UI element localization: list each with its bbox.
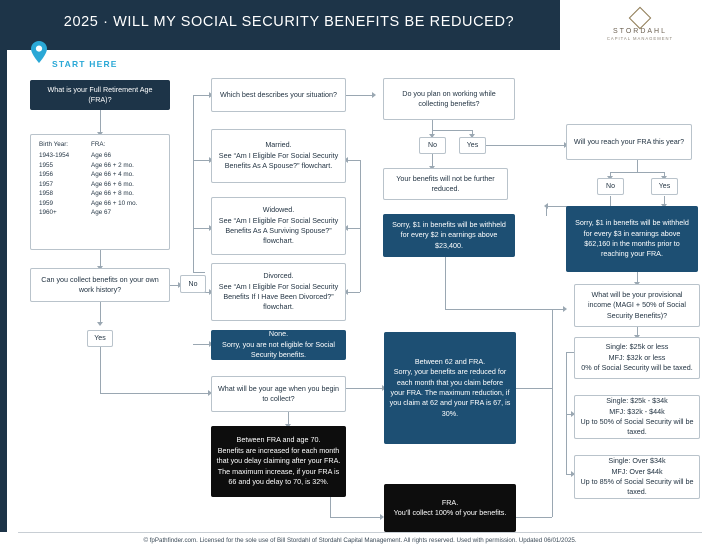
node-withheld-2to1[interactable]: Sorry, $1 in benefits will be withheld for every $2 in earnings above $23,400. <box>383 214 515 257</box>
connector <box>346 292 360 293</box>
fra-row-age: Age 67 <box>91 209 111 217</box>
footer-divider <box>18 532 702 533</box>
connector <box>100 347 101 393</box>
fra-row-year: 1960+ <box>39 209 57 217</box>
connector-arrow <box>97 322 103 326</box>
connector <box>637 160 638 172</box>
connector <box>445 257 446 309</box>
map-pin-icon <box>30 40 48 64</box>
node-age-begin-collect[interactable]: What will be your age when you begin to collect? <box>211 376 346 412</box>
node-between-62-fra[interactable]: Between 62 and FRA. Sorry, your benefits are reduced for each month that you claim before your FRA. The maximum reduction, if you claim at 62 and your FRA is 67, is 30%. <box>384 332 516 444</box>
fra-row-year: 1959 <box>39 199 54 207</box>
pill-yes-work-history[interactable]: Yes <box>87 330 113 347</box>
connector <box>566 352 574 353</box>
fra-row-year: 1956 <box>39 171 54 179</box>
fra-row-age: Age 66 + 10 mo. <box>91 199 138 207</box>
left-accent-bar <box>0 50 7 532</box>
node-fra-100[interactable]: FRA. You’ll collect 100% of your benefits. <box>384 484 516 532</box>
connector <box>100 110 101 134</box>
node-magi-tier-3[interactable]: Single: Over $34k MFJ: Over $44k Up to 85% of Social Security will be taxed. <box>574 455 700 499</box>
connector <box>330 497 331 517</box>
pill-yes-reach-fra[interactable]: Yes <box>651 178 678 195</box>
node-magi-tier-2[interactable]: Single: $25k - $34k MFJ: $32k - $44k Up to 50% of Social Security will be taxed. <box>574 395 700 439</box>
connector <box>486 145 566 146</box>
connector <box>610 172 664 173</box>
page-title: 2025 · WILL MY SOCIAL SECURITY BENEFITS BE REDUCED? <box>63 14 515 30</box>
fra-row-age: Age 66 + 8 mo. <box>91 190 134 198</box>
node-none-not-eligible[interactable]: None. Sorry, you are not eligible for Social Security benefits. <box>211 330 346 360</box>
brand-name: STORDAHL <box>613 27 667 35</box>
node-widowed[interactable]: Widowed. See “Am I Eligible For Social Security Benefits As A Surviving Spouse?” flowchart. <box>211 197 346 255</box>
start-here-label: START HERE <box>52 59 118 69</box>
fra-row-year: 1943-1954 <box>39 152 70 160</box>
fra-table-col1-header: Birth Year: <box>39 141 69 148</box>
connector <box>552 309 553 388</box>
connector <box>193 272 205 273</box>
node-reach-fra[interactable]: Will you reach your FRA this year? <box>566 124 692 160</box>
connector <box>193 95 194 272</box>
fra-row-year: 1955 <box>39 161 54 169</box>
connector <box>432 130 472 131</box>
node-withheld-3to1[interactable]: Sorry, $1 in benefits will be withheld for every $3 in earnings above $62,160 in the months prior to reaching your FRA. <box>566 206 698 272</box>
fra-row-age: Age 66 + 4 mo. <box>91 171 134 179</box>
pill-no-work-history[interactable]: No <box>180 275 206 293</box>
connector <box>516 517 552 518</box>
brand-tagline: CAPITAL MANAGEMENT <box>606 35 674 41</box>
node-between-fra-70[interactable]: Between FRA and age 70. Benefits are increased for each month that you delay claiming after your FRA. The maximum increase, if your FRA is 66 and you delay to 70, is 32%. <box>211 426 346 497</box>
fra-row-age: Age 66 + 2 mo. <box>91 161 134 169</box>
connector <box>100 302 101 324</box>
fra-row-year: 1958 <box>39 190 54 198</box>
diamond-logo-icon <box>629 6 652 29</box>
pill-no-working[interactable]: No <box>419 137 446 154</box>
connector <box>566 352 567 474</box>
connector-arrow <box>563 306 567 312</box>
connector <box>552 388 553 517</box>
node-divorced[interactable]: Divorced. See “Am I Eligible For Social Security Benefits If I Have Been Divorced?” flowchart. <box>211 263 346 321</box>
fra-table-col2-header: FRA: <box>91 141 106 148</box>
footer-text: © fpPathfinder.com. Licensed for the sole use of Bill Stordahl of Stordahl Capital Management. All rights reserved. Used with permission. Updated 06/01/2025. <box>143 537 577 544</box>
fra-row-age: Age 66 <box>91 152 111 160</box>
node-fra-question[interactable]: What is your Full Retirement Age (FRA)? <box>30 80 170 110</box>
connector-arrow <box>372 92 376 98</box>
node-own-work-history[interactable]: Can you collect benefits on your own work history? <box>30 268 170 302</box>
node-married[interactable]: Married. See “Am I Eligible For Social Security Benefits As A Spouse?” flowchart. <box>211 129 346 183</box>
node-provisional-income[interactable]: What will be your provisional income (MAGI + 50% of Social Security Benefits)? <box>574 284 700 327</box>
connector <box>445 309 565 310</box>
connector <box>516 388 552 389</box>
node-benefits-not-reduced[interactable]: Your benefits will not be further reduced. <box>383 168 508 200</box>
connector <box>346 388 384 389</box>
connector <box>346 160 360 161</box>
node-describe-situation[interactable]: Which best describes your situation? <box>211 78 346 112</box>
brand-logo <box>560 0 720 50</box>
connector <box>330 517 382 518</box>
connector <box>346 95 374 96</box>
connector-arrow <box>544 203 548 209</box>
connector <box>360 160 361 292</box>
fra-row-age: Age 66 + 6 mo. <box>91 180 134 188</box>
pill-no-reach-fra[interactable]: No <box>597 178 624 195</box>
node-plan-working[interactable]: Do you plan on working while collecting benefits? <box>383 78 515 120</box>
fra-table <box>30 134 170 250</box>
connector <box>346 228 360 229</box>
fra-row-year: 1957 <box>39 180 54 188</box>
connector <box>432 120 433 130</box>
pill-yes-working[interactable]: Yes <box>459 137 486 154</box>
node-magi-tier-1[interactable]: Single: $25k or less MFJ: $32k or less 0% of Social Security will be taxed. <box>574 337 700 379</box>
connector <box>610 196 611 206</box>
connector <box>100 393 210 394</box>
